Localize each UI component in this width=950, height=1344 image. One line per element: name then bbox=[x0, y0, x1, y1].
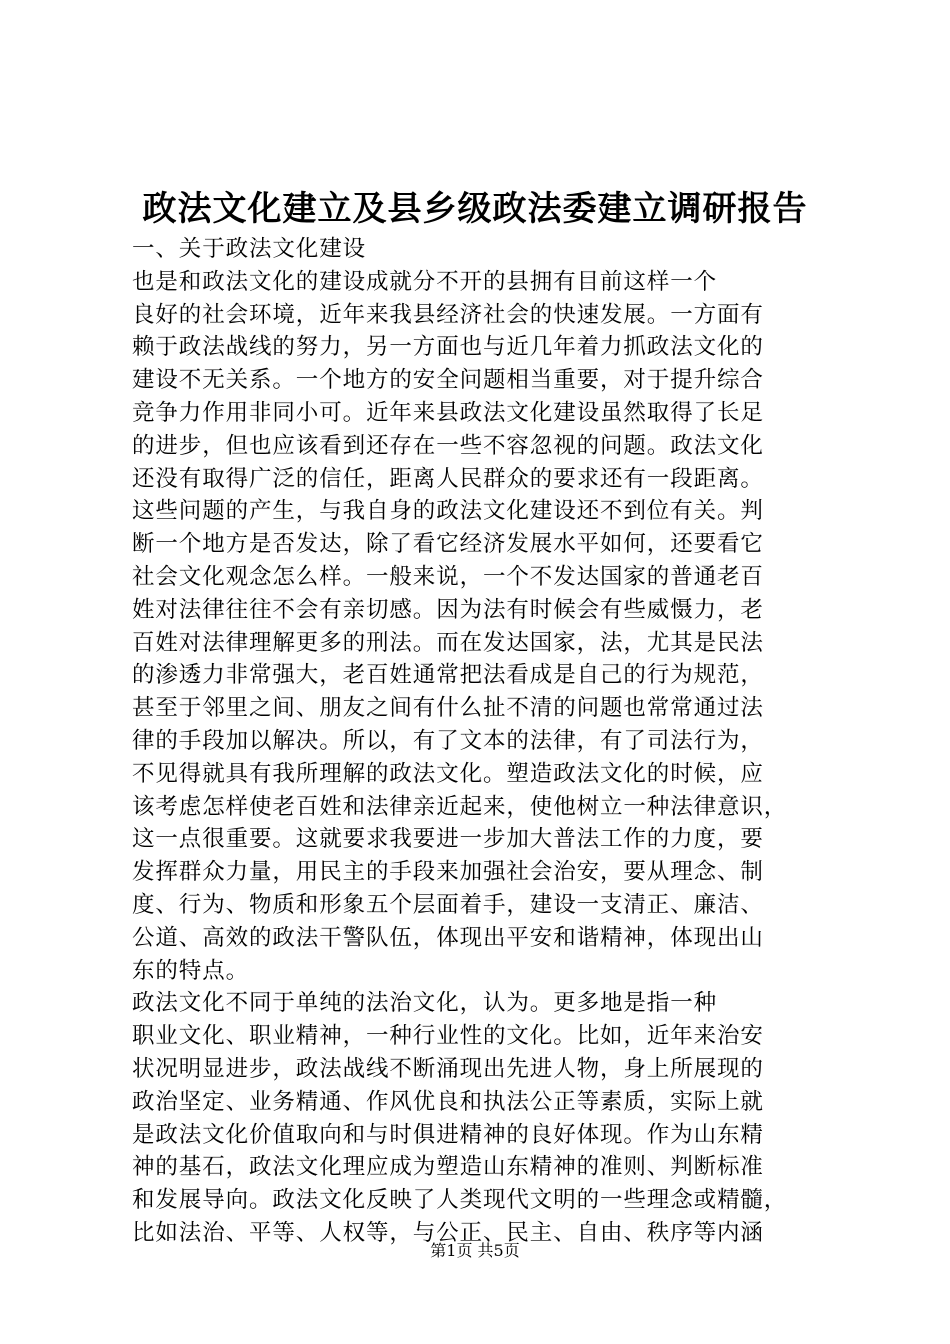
text-line: 这些问题的产生，与我自身的政法文化建设还不到位有关。判 bbox=[132, 498, 764, 525]
text-line: 断一个地方是否发达，除了看它经济发展水平如何，还要看它 bbox=[132, 531, 764, 558]
text-line: 神的基石，政法文化理应成为塑造山东精神的准则、判断标准 bbox=[132, 1154, 764, 1181]
text-line: 律的手段加以解决。所以，有了文本的法律，有了司法行为， bbox=[132, 727, 764, 754]
text-line: 甚至于邻里之间、朋友之间有什么扯不清的问题也常常通过法 bbox=[132, 695, 764, 722]
text-line: 这一点很重要。这就要求我要进一步加大普法工作的力度，要 bbox=[132, 826, 764, 853]
text-line: 姓对法律往往不会有亲切感。因为法有时候会有些威慑力，老 bbox=[132, 596, 764, 623]
text-line: 也是和政法文化的建设成就分不开的县拥有目前这样一个 bbox=[132, 268, 718, 295]
text-line: 一、关于政法文化建设 bbox=[132, 236, 367, 262]
text-line: 状况明显进步，政法战线不断涌现出先进人物，身上所展现的 bbox=[132, 1055, 764, 1082]
text-line: 还没有取得广泛的信任，距离人民群众的要求还有一段距离。 bbox=[132, 465, 764, 492]
text-line: 政治坚定、业务精通、作风优良和执法公正等素质，实际上就 bbox=[132, 1088, 764, 1115]
text-line: 政法文化不同于单纯的法治文化，认为。更多地是指一种 bbox=[132, 990, 718, 1017]
text-line: 该考虑怎样使老百姓和法律亲近起来，使他树立一种法律意识， bbox=[132, 793, 788, 820]
text-line: 东的特点。 bbox=[132, 957, 250, 984]
text-line: 良好的社会环境，近年来我县经济社会的快速发展。一方面有 bbox=[132, 301, 764, 328]
page-number-footer: 第1页 共5页 bbox=[430, 1241, 520, 1260]
text-line: 发挥群众力量，用民主的手段来加强社会治安，要从理念、制 bbox=[132, 859, 764, 886]
text-line: 赖于政法战线的努力，另一方面也与近几年着力抓政法文化的 bbox=[132, 334, 764, 361]
text-line: 社会文化观念怎么样。一般来说，一个不发达国家的普通老百 bbox=[132, 563, 764, 590]
text-line: 和发展导向。政法文化反映了人类现代文明的一些理念或精髓， bbox=[132, 1187, 788, 1214]
document-title: 政法文化建立及县乡级政法委建立调研报告 bbox=[142, 189, 808, 229]
text-line: 度、行为、物质和形象五个层面着手，建设一支清正、廉洁、 bbox=[132, 891, 764, 918]
text-line: 是政法文化价值取向和与时俱进精神的良好体现。作为山东精 bbox=[132, 1121, 764, 1148]
text-line: 建设不无关系。一个地方的安全问题相当重要，对于提升综合 bbox=[132, 367, 764, 394]
text-line: 的渗透力非常强大，老百姓通常把法看成是自己的行为规范， bbox=[132, 662, 764, 689]
text-line: 公道、高效的政法干警队伍，体现出平安和谐精神，体现出山 bbox=[132, 924, 764, 951]
text-line: 的进步，但也应该看到还存在一些不容忽视的问题。政法文化 bbox=[132, 432, 764, 459]
text-line: 不见得就具有我所理解的政法文化。塑造政法文化的时候，应 bbox=[132, 760, 764, 787]
text-line: 比如法治、平等、人权等，与公正、民主、自由、秩序等内涵 bbox=[132, 1219, 764, 1246]
text-line: 竞争力作用非同小可。近年来县政法文化建设虽然取得了长足 bbox=[132, 399, 764, 426]
text-line: 职业文化、职业精神，一种行业性的文化。比如，近年来治安 bbox=[132, 1023, 764, 1050]
document-body bbox=[132, 233, 832, 1250]
text-line: 百姓对法律理解更多的刑法。而在发达国家，法，尤其是民法 bbox=[132, 629, 764, 656]
